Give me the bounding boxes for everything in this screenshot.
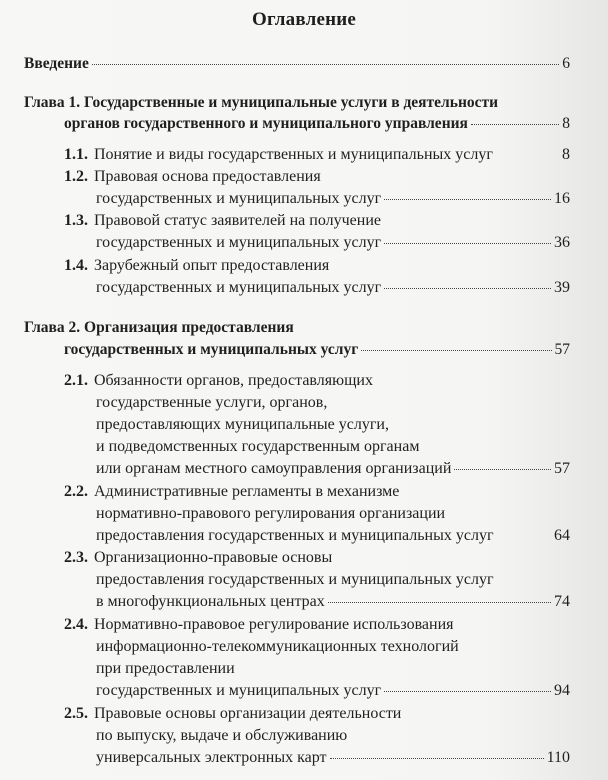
dot-leader <box>330 758 544 759</box>
toc-entry-2-4-line1 <box>64 617 454 633</box>
dot-leader <box>328 602 551 603</box>
chapter-2-heading-line1: Глава 2. Организация предоставления <box>24 319 294 336</box>
dot-leader <box>471 124 559 125</box>
toc-entry-chapter-2 <box>64 342 570 358</box>
toc-entry-text: в многофункциональных центрах <box>96 593 325 610</box>
toc-entry-2-3-line2: предоставления государственных и муниципальных услуг <box>96 571 494 588</box>
section-number: 1.4. <box>64 257 88 274</box>
page-number: 110 <box>546 749 570 766</box>
chapter-1-heading-line1: Глава 1. Государственные и муниципальные услуги в деятельности <box>24 94 499 111</box>
section-number: 2.4. <box>64 616 88 633</box>
toc-entry-1-2-line2 <box>96 191 570 207</box>
toc-entry-2-5-line3 <box>96 750 570 766</box>
page-number: 39 <box>554 279 570 296</box>
toc-entry-text: предоставления государственных и муниципальных услуг <box>96 527 494 544</box>
toc-entry-1-4-line1 <box>64 258 329 274</box>
section-number: 1.3. <box>64 212 88 229</box>
section-number: 1.2. <box>64 168 88 185</box>
toc-title: Оглавление <box>251 9 357 30</box>
toc-entry-text: Зарубежный опыт предоставления <box>94 257 330 274</box>
chapter-2-heading-line2: государственных и муниципальных услуг <box>64 341 359 358</box>
toc-entry-2-5-line1 <box>64 706 401 722</box>
toc-entry-2-3-line3 <box>96 594 570 610</box>
section-number: 2.1. <box>64 372 88 389</box>
page-number: 8 <box>562 115 570 132</box>
toc-entry-text: Правовая основа предоставления <box>94 168 321 185</box>
page-number: 74 <box>554 593 570 610</box>
dot-leader <box>454 469 551 470</box>
toc-entry-2-1-line1 <box>64 373 373 389</box>
toc-entry-text: Организационно-правовые основы <box>94 549 333 566</box>
dot-leader <box>384 243 551 244</box>
toc-entry-2-2-line1 <box>64 484 399 500</box>
toc-entry-chapter-1 <box>64 116 570 132</box>
toc-entry-2-2-line2: нормативно-правового регулирования организации <box>96 505 446 522</box>
toc-entry-text: универсальных электронных карт <box>96 749 327 766</box>
toc-entry-2-1-line5 <box>96 461 570 477</box>
page-number: 16 <box>554 190 570 207</box>
section-number: 1.1. <box>64 146 88 163</box>
toc-entry-text: или органам местного самоуправления организаций <box>96 460 452 477</box>
toc-entry-2-1-line4: и подведомственных государственным органам <box>96 438 420 455</box>
toc-entry-2-4-line2: информационно-телекоммуникационных технологий <box>96 638 459 655</box>
page-number: 57 <box>554 460 570 477</box>
dot-leader <box>361 350 551 351</box>
toc-entry-2-4-line4 <box>96 683 570 699</box>
section-number: 2.5. <box>64 705 88 722</box>
toc-entry-1-4-line2 <box>96 280 570 296</box>
toc-entry-2-2-line3 <box>96 528 570 544</box>
toc-entry-text: Введение <box>24 55 89 72</box>
dot-leader <box>92 64 559 65</box>
page-number: 6 <box>562 55 570 72</box>
toc-entry-1-3-line2 <box>96 235 570 251</box>
toc-entry-1-2-line1 <box>64 169 321 185</box>
toc-entry-text: Административные регламенты в механизме <box>94 483 400 500</box>
toc-entry-text: Нормативно-правовое регулирование использования <box>94 616 454 633</box>
toc-entry-text: государственных и муниципальных услуг <box>96 682 382 699</box>
page-number: 8 <box>562 146 570 163</box>
toc-entry-1-1 <box>64 147 570 163</box>
toc-entry-text: Обязанности органов, предоставляющих <box>94 372 373 389</box>
section-number: 2.3. <box>64 549 88 566</box>
toc-entry-2-5-line2: по выпуску, выдаче и обслуживанию <box>96 727 348 744</box>
page-number: 36 <box>554 234 570 251</box>
toc-entry-2-4-line3: при предоставлении <box>96 660 235 677</box>
toc-entry-text: государственных и муниципальных услуг <box>96 234 382 251</box>
page-number: 57 <box>554 341 570 358</box>
dot-leader <box>384 691 551 692</box>
toc-entry-2-1-line2: государственные услуги, органов, <box>96 394 328 411</box>
toc-entry-text: государственных и муниципальных услуг <box>96 190 382 207</box>
section-number: 2.2. <box>64 483 88 500</box>
toc-entry-text: государственных и муниципальных услуг <box>96 279 382 296</box>
page-number: 64 <box>554 527 570 544</box>
toc-entry-2-3-line1 <box>64 550 332 566</box>
toc-entry-text: Правовой статус заявителей на получение <box>94 212 381 229</box>
dot-leader <box>384 288 551 289</box>
toc-entry-1-3-line1 <box>64 213 381 229</box>
toc-entry-text: Правовые основы организации деятельности <box>94 705 402 722</box>
chapter-1-heading-line2: органов государственного и муниципального управления <box>64 115 468 132</box>
page-number: 94 <box>554 682 570 699</box>
toc-entry-text: Понятие и виды государственных и муниципальных услуг <box>94 146 493 163</box>
dot-leader <box>384 199 551 200</box>
toc-entry-intro <box>24 56 570 72</box>
toc-entry-2-1-line3: предоставляющих муниципальные услуги, <box>96 416 389 433</box>
